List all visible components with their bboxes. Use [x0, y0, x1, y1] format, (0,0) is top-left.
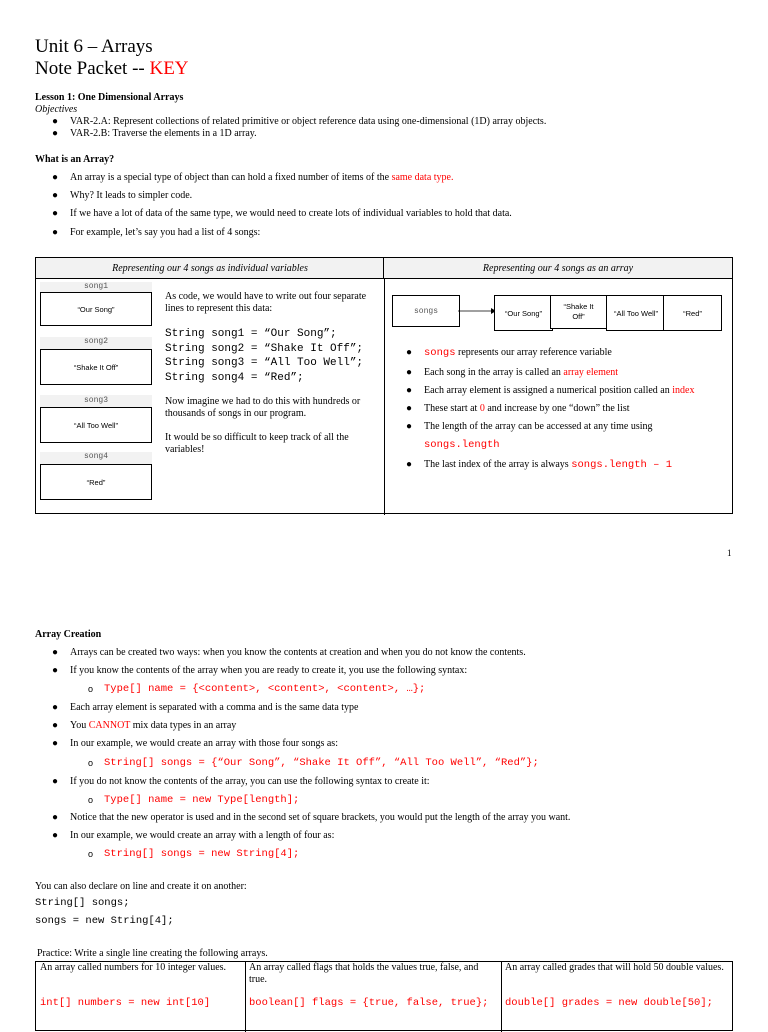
variable-box: “Shake It Off” [40, 349, 152, 385]
list-item: ● If you do not know the contents of the array, you can use the following syntax to create it: [52, 776, 430, 787]
practice-answer: boolean[] flags = {true, false, true}; [249, 997, 489, 1009]
left-column-header: Representing our 4 songs as individual variables [112, 263, 308, 274]
variable-box: “All Too Well” [40, 407, 152, 443]
practice-prompt: An array called numbers for 10 integer values. [40, 962, 227, 973]
list-item: ● songs represents our array reference variable [406, 347, 612, 359]
array-cell: “All Too Well” [606, 295, 666, 331]
array-reference-box: songs [392, 295, 460, 327]
objective-item: ● VAR-2.B: Traverse the elements in a 1D array. [52, 128, 257, 139]
code-example: o Type[] name = {<content>, <content>, <content>, …}; [88, 683, 426, 695]
code-line: String song3 = “All Too Well”; [165, 357, 364, 369]
left-description: As code, we would have to write out four separate lines to represent this data: [165, 291, 367, 314]
lesson-heading: Lesson 1: One Dimensional Arrays [35, 92, 184, 103]
list-item: ● You CANNOT mix data types in an array [52, 720, 237, 731]
list-item: ● Each array element is separated with a comma and is the same data type [52, 702, 359, 713]
practice-answer: double[] grades = new double[50]; [505, 997, 713, 1009]
array-cell: “Shake It Off” [550, 295, 607, 329]
practice-prompt: An array called flags that holds the values true, false, and true. [249, 962, 479, 985]
left-description-3: It would be so difficult to keep track of all the variables! [165, 432, 349, 455]
var-name: song1 [83, 282, 108, 291]
code-line: String song1 = “Our Song”; [165, 328, 337, 340]
list-item: ● Arrays can be created two ways: when you know the contents at creation and when you do not know the contents. [52, 647, 526, 658]
declare-code-1: String[] songs; [35, 897, 130, 909]
code-line: String song2 = “Shake It Off”; [165, 342, 364, 355]
code-example: o String[] songs = {“Our Song”, “Shake It Off”, “All Too Well”, “Red”}; [88, 757, 539, 769]
list-item: ● If we have a lot of data of the same type, we would need to create lots of individual variables to hold that data. [52, 208, 512, 219]
arrow-icon [458, 305, 498, 317]
array-cell: “Our Song” [494, 295, 553, 331]
list-item: ● Notice that the new operator is used and in the second set of square brackets, you would put the length of the array you want. [52, 812, 571, 823]
var-name: song3 [83, 396, 108, 405]
key-label: KEY [149, 58, 189, 79]
objective-item: ● VAR-2.A: Represent collections of related primitive or object reference data using one-dimensional (1D) array objects. [52, 116, 547, 127]
list-item: ● Each array element is assigned a numerical position called an index [406, 385, 695, 396]
what-is-heading: What is an Array? [35, 154, 115, 165]
list-item: ● The last index of the array is always songs.length – 1 [406, 459, 673, 471]
code-example: o String[] songs = new String[4]; [88, 848, 300, 860]
practice-prompt: An array called grades that will hold 50 double values. [505, 962, 724, 973]
variable-box: “Red” [40, 464, 152, 500]
array-cell: “Red” [663, 295, 722, 331]
list-item: ● Why? It leads to simpler code. [52, 190, 193, 201]
variables-code [165, 327, 363, 385]
var-name: song2 [83, 337, 108, 346]
declare-text: You can also declare on line and create it on another: [35, 881, 247, 892]
list-item: ● An array is a special type of object than can hold a fixed number of items of the same data type. [52, 172, 454, 183]
unit-title: Unit 6 – Arrays [35, 36, 153, 57]
list-item: ● In our example, we would create an array with a length of four as: [52, 830, 335, 841]
list-item: ● These start at 0 and increase by one “down” the list [406, 403, 630, 414]
variable-box: “Our Song” [40, 292, 152, 326]
objectives-label: Objectives [35, 104, 78, 115]
var-name: song4 [83, 452, 108, 461]
packet-title [35, 58, 189, 80]
right-column-header: Representing our 4 songs as an array [482, 263, 634, 274]
packet-title-text: Note Packet -- [35, 58, 150, 79]
list-item: ● The length of the array can be accessed at any time using [406, 421, 653, 432]
length-code: songs.length [424, 439, 500, 451]
page-number: 1 [727, 548, 732, 558]
list-item: ● Each song in the array is called an array element [406, 367, 619, 378]
declare-code-2: songs = new String[4]; [35, 915, 174, 927]
left-description-2: Now imagine we had to do this with hundreds or thousands of songs in our program. [165, 396, 361, 419]
practice-label: Practice: Write a single line creating the following arrays. [37, 948, 268, 959]
creation-heading: Array Creation [35, 629, 102, 640]
list-item: ● If you know the contents of the array when you are ready to create it, you use the following syntax: [52, 665, 468, 676]
practice-answer: int[] numbers = new int[10] [40, 997, 211, 1009]
code-example: o Type[] name = new Type[length]; [88, 794, 300, 806]
list-item: ● In our example, we would create an array with those four songs as: [52, 738, 338, 749]
code-line: String song4 = “Red”; [165, 371, 304, 384]
list-item: ● For example, let’s say you had a list of 4 songs: [52, 227, 261, 238]
